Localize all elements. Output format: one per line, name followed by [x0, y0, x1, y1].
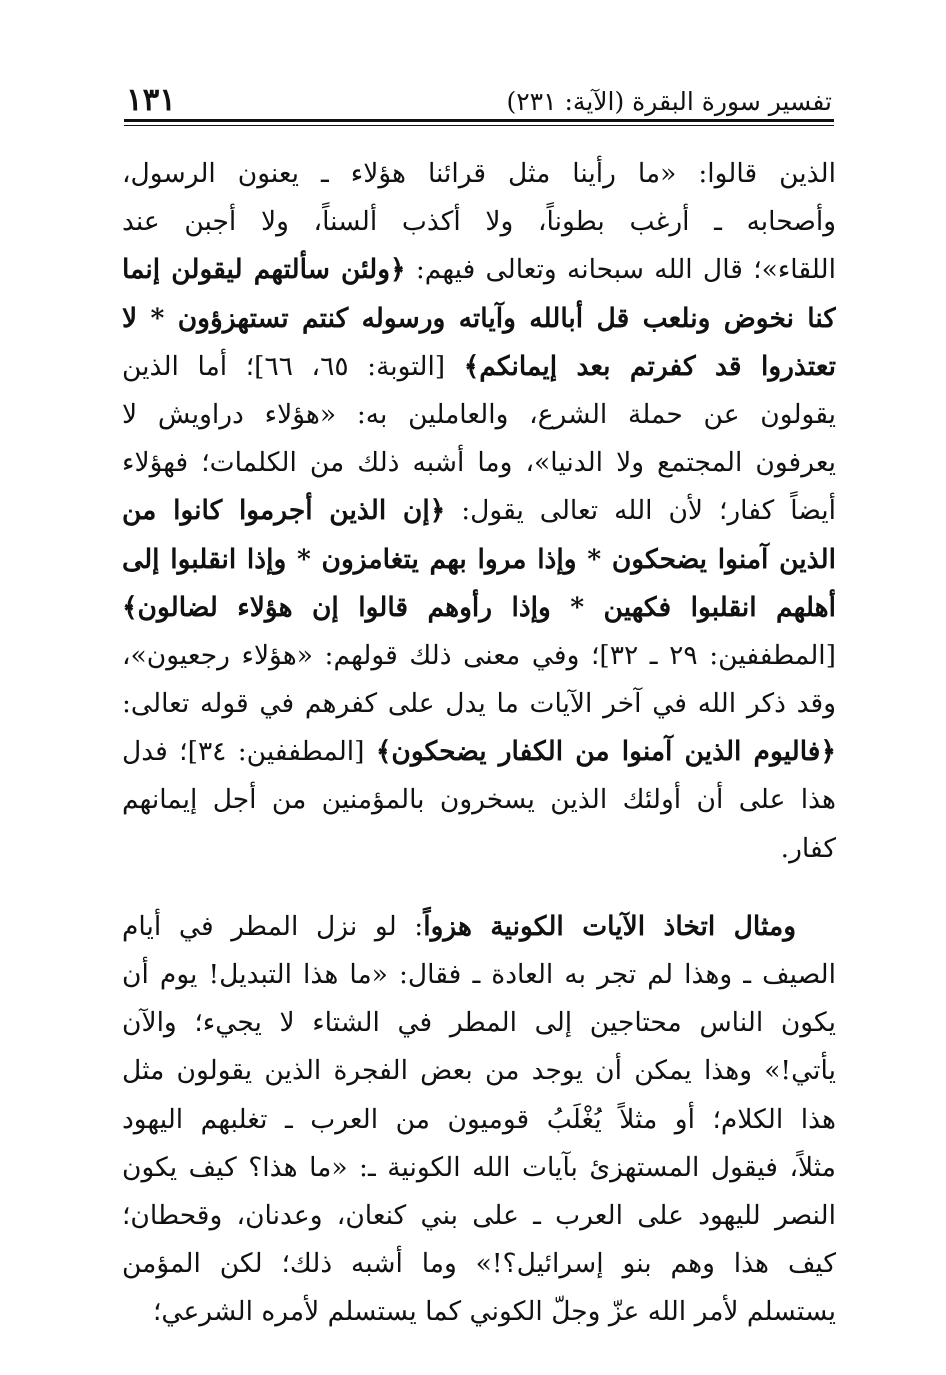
- text-line: [122, 999, 836, 1047]
- text-segment: وقد ذكر الله في آخر الآيات ما يدل على كفرهم في قوله تعالى:: [122, 688, 836, 720]
- bold-text-segment: ﴿إن الذين أجرموا كانوا من: [122, 495, 446, 527]
- text-segment: وأصحابه ـ أرغب بطوناً، ولا أكذب ألسناً، ولا أجبن عند: [122, 206, 836, 238]
- text-segment: الذين قالوا: «ما رأينا مثل قرائنا هؤلاء ـ يعنون الرسول،: [122, 158, 836, 189]
- bold-text-segment: ﴿فاليوم الذين آمنوا من الكفار يضحكون﴾: [375, 736, 836, 768]
- text-segment: : لو نزل المطر في أيام: [122, 910, 424, 942]
- text-line: [122, 246, 836, 294]
- text-segment: يعرفون المجتمع ولا الدنيا»، وما أشبه ذلك من الكلمات؛ فهؤلاء: [122, 447, 836, 479]
- text-line: [122, 439, 836, 487]
- text-line: [122, 632, 836, 680]
- text-segment: أيضاً كفار؛ لأن الله تعالى يقول:: [445, 495, 836, 527]
- running-header-title: تفسير سورة البقرة (الآية: ٢٣١): [506, 87, 832, 116]
- running-header: [126, 76, 832, 118]
- text-line: [122, 1144, 836, 1192]
- text-line: [122, 680, 836, 728]
- text-segment: مثلاً، فيقول المستهزئ بآيات الله الكونية ـ: «ما هذا؟ كيف يكون: [122, 1151, 836, 1183]
- paragraph-1: [122, 150, 836, 873]
- text-line: [122, 728, 836, 776]
- text-segment: اللقاء»؛ قال الله سبحانه وتعالى فيهم:: [405, 254, 836, 286]
- text-segment: كيف هذا وهم بنو إسرائيل؟!» وما أشبه ذلك؛ لكن المؤمن: [122, 1248, 836, 1280]
- text-line: [122, 1096, 836, 1144]
- text-line: [122, 825, 836, 873]
- text-line: [122, 1192, 836, 1240]
- text-line: [122, 584, 836, 632]
- text-segment: هذا على أن أولئك الذين يسخرون بالمؤمنين من أجل إيمانهم: [122, 784, 836, 816]
- text-line: [122, 343, 836, 391]
- header-rule-thin: [124, 125, 834, 126]
- text-line: [122, 951, 836, 999]
- text-segment: يكون الناس محتاجين إلى المطر في الشتاء لا يجيء؛ والآن: [122, 1007, 836, 1039]
- text-segment: [التوبة: ٦٥، ٦٦]؛ أما الذين: [122, 350, 464, 382]
- text-segment: الصيف ـ وهذا لم تجر به العادة ـ فقال: «ما هذا التبديل! يوم أن: [122, 959, 836, 990]
- bold-text-segment: كنا نخوض ونلعب قل أبالله وآياته ورسوله كنتم تستهزؤون * لا: [122, 302, 836, 334]
- text-line: [122, 1240, 836, 1288]
- header-rule-thick: [124, 119, 834, 122]
- text-line: [122, 536, 836, 584]
- text-segment: كفار.: [780, 832, 836, 864]
- bold-text-segment: ومثال اتخاذ الآيات الكونية هزواً: [423, 910, 796, 942]
- text-segment: يستسلم لأمر الله عزّ وجلّ الكوني كما يستسلم لأمره الشرعي؛: [152, 1296, 836, 1328]
- text-line: [122, 391, 836, 439]
- text-segment: هذا الكلام؛ أو مثلاً يُغْلَبُ قوميون من العرب ـ تغلبهم اليهود: [122, 1103, 836, 1135]
- text-line: [122, 198, 836, 246]
- bold-text-segment: الذين آمنوا يضحكون * وإذا مروا بهم يتغامزون * وإذا انقلبوا إلى: [122, 543, 836, 575]
- text-segment: [المطففين: ٣٤]؛ فدل: [122, 736, 376, 768]
- text-line: [122, 295, 836, 343]
- body-text: [122, 150, 836, 1337]
- text-segment: يقولون عن حملة الشرع، والعاملين به: «هؤلاء دراويش لا: [122, 398, 836, 430]
- page-number: ١٣١: [126, 82, 176, 118]
- text-line: [122, 776, 836, 824]
- paragraph-gap: [122, 873, 836, 903]
- bold-text-segment: تعتذروا قد كفرتم بعد إيمانكم﴾: [463, 350, 836, 382]
- text-line: [122, 150, 836, 198]
- bold-text-segment: ﴿ولئن سألتهم ليقولن إنما: [122, 254, 406, 286]
- bold-text-segment: أهلهم انقلبوا فكهين * وإذا رأوهم قالوا إن هؤلاء لضالون﴾: [122, 591, 836, 623]
- paragraph-2: [122, 903, 836, 1337]
- text-segment: يأتي!» وهذا يمكن أن يوجد من بعض الفجرة الذين يقولون مثل: [122, 1055, 836, 1087]
- text-line: [122, 1047, 836, 1095]
- text-segment: [المطففين: ٢٩ ـ ٣٢]؛ وفي معنى ذلك قولهم: «هؤلاء رجعيون»،: [122, 639, 836, 671]
- text-line: [122, 1288, 836, 1336]
- text-segment: النصر لليهود على العرب ـ على بني كنعان، وعدنان، وقحطان؛: [122, 1199, 836, 1231]
- text-line: [122, 487, 836, 535]
- text-line: [122, 903, 836, 951]
